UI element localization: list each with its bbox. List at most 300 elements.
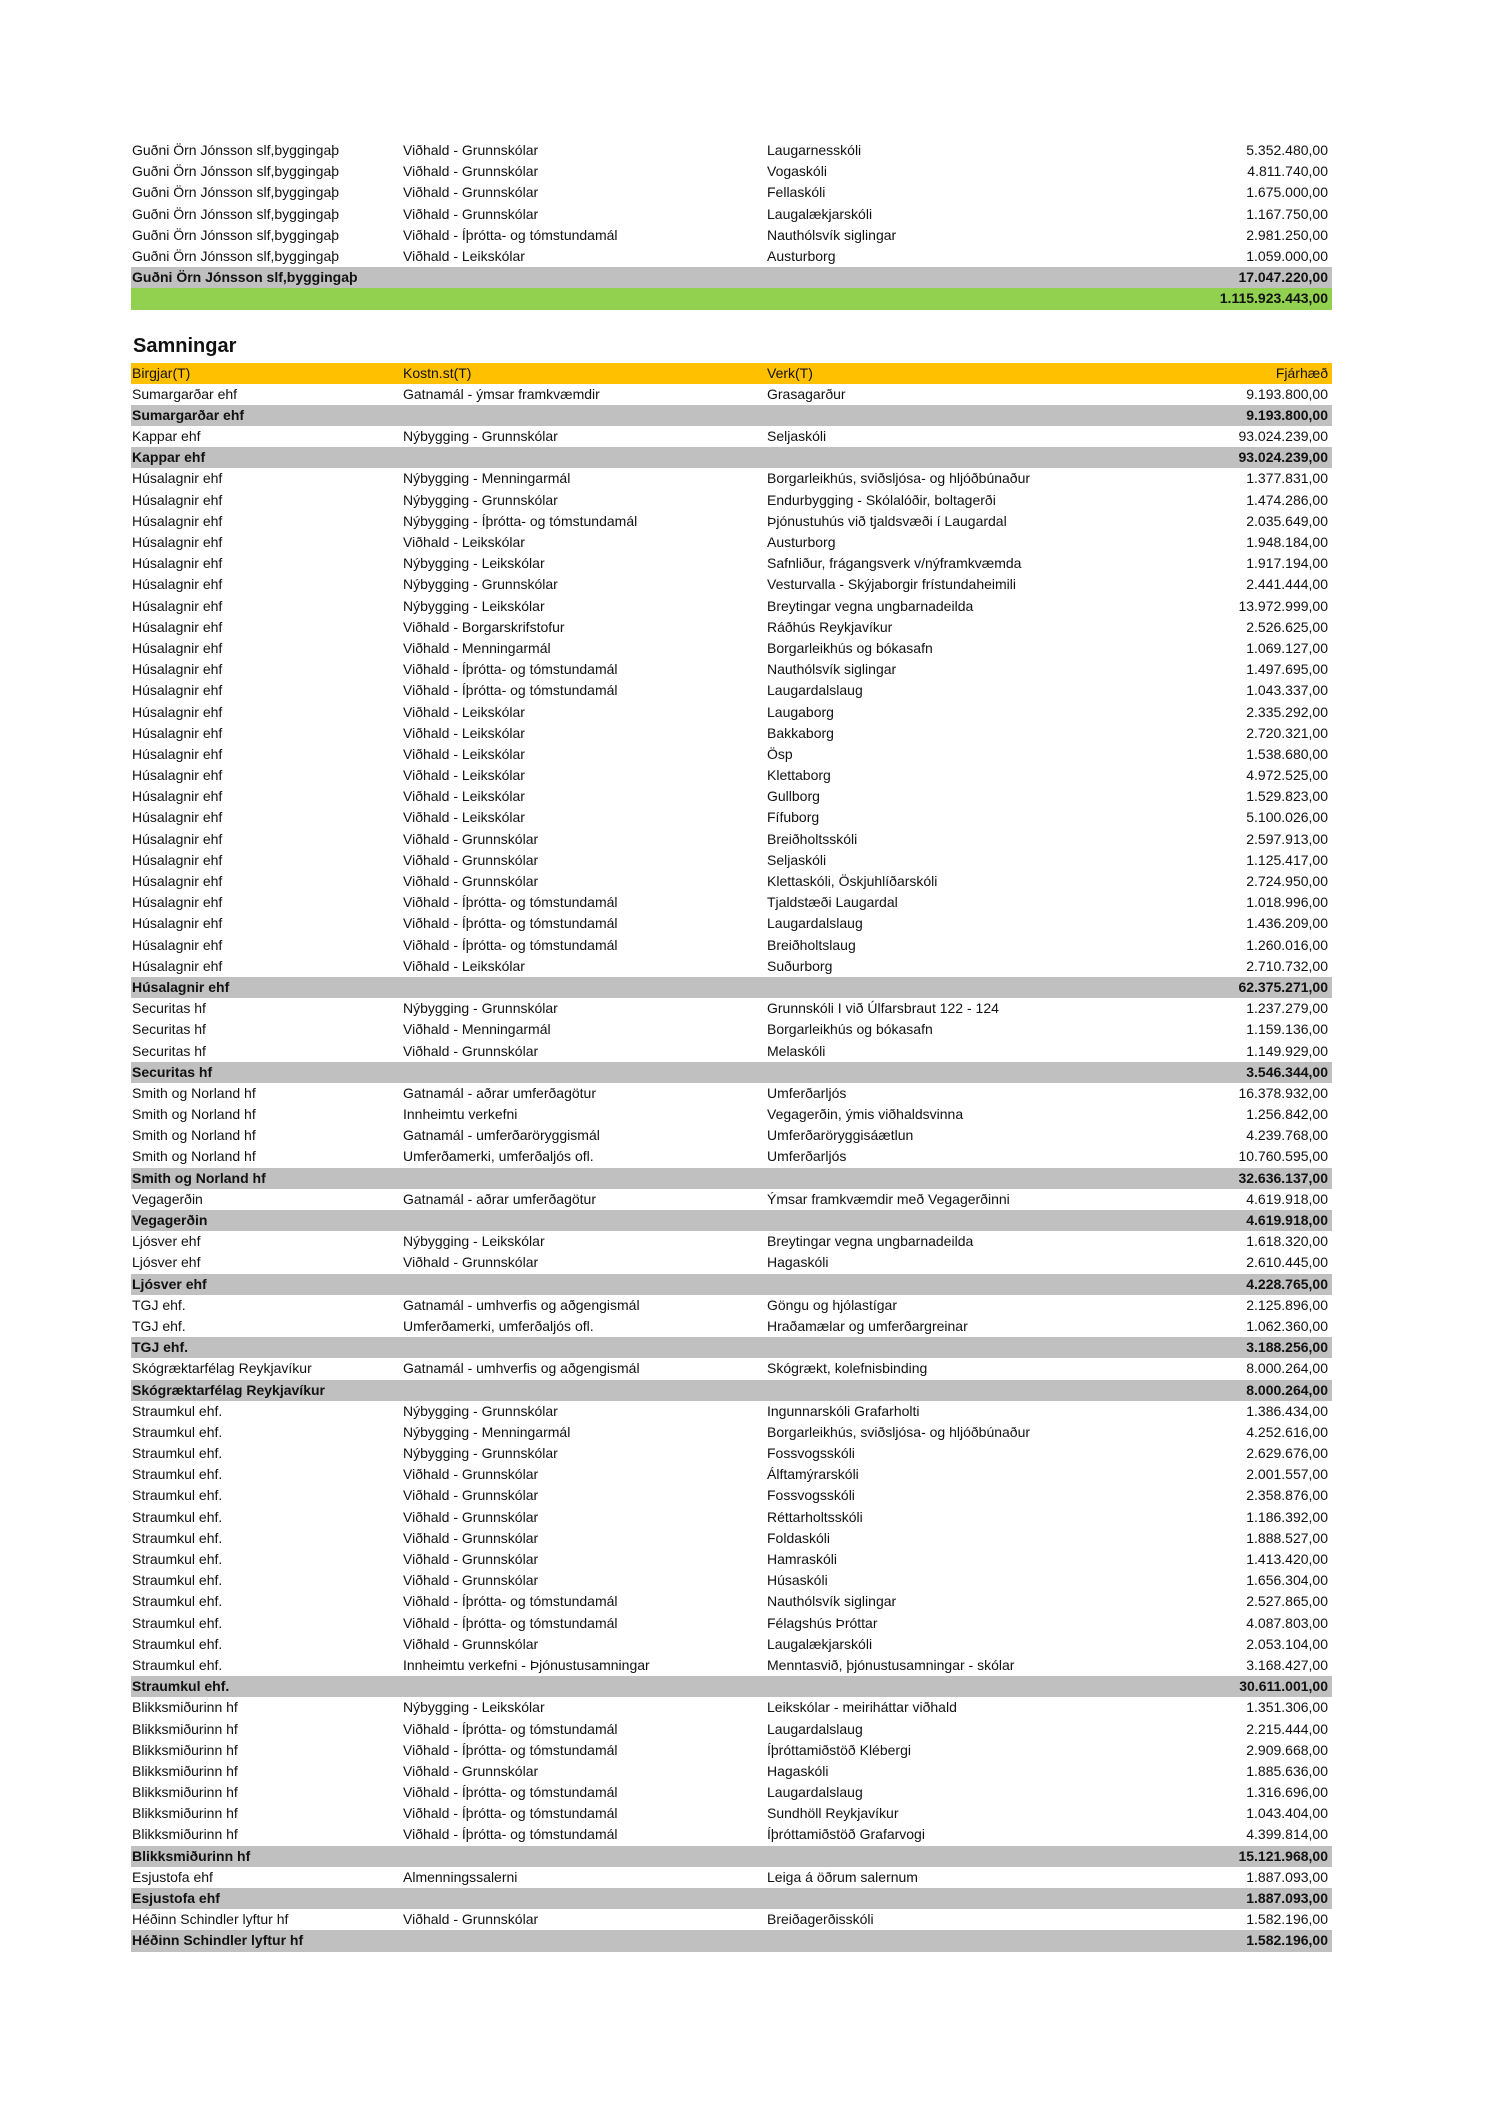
cell-cost-center: [403, 1888, 767, 1909]
table-row: [131, 659, 1332, 680]
cell-cost-center: [403, 1210, 767, 1231]
cell-project: Breiðagerðisskóli: [767, 1911, 874, 1928]
cell-supplier: Straumkul ehf.: [132, 1445, 223, 1462]
cell-supplier: Húsalagnir ehf: [132, 957, 223, 974]
cell-amount: 1.316.696,00: [1246, 1784, 1328, 1801]
cell-supplier: Guðni Örn Jónsson slf,byggingaþ: [132, 226, 340, 243]
cell-cost-center: Nýbygging - Grunnskólar: [403, 576, 558, 593]
cell-cost-center: Viðhald - Íþrótta- og tómstundamál: [403, 1805, 618, 1822]
cell-project: Grasagarður: [767, 385, 846, 402]
cell-cost-center: Viðhald - Leikskólar: [403, 788, 525, 805]
table-row: [131, 1591, 1332, 1612]
table-row: [131, 935, 1332, 956]
cell-amount: 1.125.417,00: [1246, 851, 1328, 868]
cell-supplier: Kappar ehf: [132, 428, 201, 445]
subtotal-row: [131, 1274, 1332, 1295]
cell-project: [767, 977, 1127, 998]
cell-cost-center: Nýbygging - Leikskólar: [403, 555, 545, 572]
cell-project: Bakkaborg: [767, 724, 834, 741]
cell-cost-center: Nýbygging - Leikskólar: [403, 1233, 545, 1250]
cell-cost-center: Viðhald - Leikskólar: [403, 767, 525, 784]
cell-amount: 1.237.279,00: [1246, 1000, 1328, 1017]
cell-amount: 4.619.918,00: [1246, 1190, 1328, 1207]
cell-project: Hraðamælar og umferðargreinar: [767, 1317, 968, 1334]
cell-cost-center: Gatnamál - ýmsar framkvæmdir: [403, 385, 600, 402]
cell-supplier: Húsalagnir ehf: [132, 936, 223, 953]
cell-cost-center: Gatnamál - umhverfis og aðgengismál: [403, 1360, 640, 1377]
cell-project: [767, 267, 1127, 288]
cell-amount: 1.618.320,00: [1246, 1233, 1328, 1250]
contracts-table: [131, 384, 1332, 1952]
cell-cost-center: [403, 1062, 767, 1083]
cell-amount: 2.335.292,00: [1246, 703, 1328, 720]
cell-amount: 2.035.649,00: [1246, 512, 1328, 529]
cell-cost-center: Viðhald - Íþrótta- og tómstundamál: [403, 1741, 618, 1758]
cell-amount: 4.239.768,00: [1246, 1127, 1328, 1144]
table-row: [131, 1104, 1332, 1125]
cell-amount: 1.186.392,00: [1246, 1508, 1328, 1525]
cell-amount: 1.149.929,00: [1246, 1042, 1328, 1059]
cell-project: Vesturvalla - Skýjaborgir frístundaheimili: [767, 576, 1016, 593]
table-row: [131, 1316, 1332, 1337]
cell-project: [767, 1337, 1127, 1358]
cell-amount: 1.059.000,00: [1246, 247, 1328, 264]
subtotal-row: [131, 1210, 1332, 1231]
cell-cost-center: Viðhald - Leikskólar: [403, 745, 525, 762]
cell-supplier: Smith og Norland hf: [132, 1106, 256, 1123]
cell-supplier: Húsalagnir ehf: [132, 491, 223, 508]
cell-supplier: Securitas hf: [132, 1042, 206, 1059]
cell-cost-center: Viðhald - Grunnskólar: [403, 1635, 539, 1652]
cell-amount: 2.358.876,00: [1246, 1487, 1328, 1504]
cell-project: Húsaskóli: [767, 1572, 828, 1589]
section-title: Samningar: [133, 334, 237, 357]
subtotal-row: [131, 447, 1332, 468]
table-row: [131, 384, 1332, 405]
cell-amount: 2.981.250,00: [1246, 226, 1328, 243]
cell-cost-center: Viðhald - Grunnskólar: [403, 142, 539, 158]
cell-project: Melaskóli: [767, 1042, 826, 1059]
table-row: [131, 829, 1332, 850]
cell-supplier: Húsalagnir ehf: [132, 915, 223, 932]
subtotal-row: [131, 1888, 1332, 1909]
cell-supplier: Húsalagnir ehf: [132, 767, 223, 784]
table-row: [131, 204, 1332, 225]
table-row: [131, 1443, 1332, 1464]
table-row: [131, 532, 1332, 553]
cell-amount: 1.474.286,00: [1246, 491, 1328, 508]
cell-amount: 1.062.360,00: [1246, 1317, 1328, 1334]
cell-cost-center: Nýbygging - Leikskólar: [403, 1699, 545, 1716]
cell-project: Tjaldstæði Laugardal: [767, 894, 898, 911]
cell-cost-center: Viðhald - Íþrótta- og tómstundamál: [403, 226, 618, 243]
cell-project: Ösp: [767, 745, 793, 762]
cell-amount: 93.024.239,00: [1238, 449, 1328, 466]
cell-project: Ráðhús Reykjavíkur: [767, 618, 893, 635]
cell-cost-center: Viðhald - Grunnskólar: [403, 830, 539, 847]
cell-cost-center: Viðhald - Leikskólar: [403, 534, 525, 550]
cell-amount: 1.043.404,00: [1246, 1805, 1328, 1822]
cell-project: Grunnskóli I við Úlfarsbraut 122 - 124: [767, 1000, 999, 1017]
cell-cost-center: Viðhald - Grunnskólar: [403, 1762, 539, 1779]
cell-project: Austurborg: [767, 247, 836, 264]
subtotal-row: [131, 267, 1332, 288]
cell-project: Hamraskóli: [767, 1551, 838, 1567]
cell-project: [767, 1062, 1127, 1083]
cell-cost-center: Nýbygging - Grunnskólar: [403, 491, 558, 508]
cell-supplier: Blikksmiðurinn hf: [132, 1762, 238, 1779]
cell-supplier: Straumkul ehf.: [132, 1656, 223, 1673]
cell-project: Nauthólsvík siglingar: [767, 226, 897, 243]
cell-cost-center: Gatnamál - umferðaröryggismál: [403, 1127, 600, 1144]
cell-amount: 5.100.026,00: [1246, 809, 1328, 826]
cell-cost-center: [403, 1274, 767, 1295]
cell-supplier: Húsalagnir ehf: [132, 470, 223, 487]
cell-supplier: TGJ ehf.: [132, 1317, 186, 1334]
cell-supplier: Húsalagnir ehf: [132, 745, 223, 762]
cell-cost-center: Viðhald - Leikskólar: [403, 724, 525, 741]
cell-cost-center: Viðhald - Íþrótta- og tómstundamál: [403, 682, 618, 699]
cell-project: Félagshús Þróttar: [767, 1614, 878, 1631]
cell-project: Hagaskóli: [767, 1254, 829, 1271]
cell-amount: 1.260.016,00: [1246, 936, 1328, 953]
cell-amount: 1.538.680,00: [1246, 745, 1328, 762]
cell-project: Borgarleikhús og bókasafn: [767, 1021, 933, 1038]
cell-cost-center: Innheimtu verkefni - Þjónustusamningar: [403, 1656, 650, 1673]
cell-amount: 10.760.595,00: [1238, 1148, 1328, 1165]
cell-supplier: Straumkul ehf.: [132, 1529, 223, 1546]
cell-amount: 1.256.842,00: [1246, 1106, 1328, 1123]
table-row: [131, 1019, 1332, 1040]
subtotal-row: [131, 405, 1332, 426]
cell-amount: 2.629.676,00: [1246, 1445, 1328, 1462]
cell-amount: 2.610.445,00: [1246, 1254, 1328, 1271]
cell-cost-center: [403, 405, 767, 426]
cell-supplier: Blikksmiðurinn hf: [132, 1699, 238, 1716]
cell-supplier: Straumkul ehf.: [132, 1487, 223, 1504]
table-row: [131, 1570, 1332, 1591]
cell-project: [767, 447, 1127, 468]
cell-supplier: Ljósver ehf: [132, 1275, 207, 1292]
cell-supplier: TGJ ehf.: [132, 1339, 189, 1356]
cell-project: [767, 1888, 1127, 1909]
cell-supplier: Straumkul ehf.: [132, 1678, 230, 1695]
cell-supplier: Straumkul ehf.: [132, 1551, 223, 1567]
cell-cost-center: [403, 1168, 767, 1189]
table-row: [131, 1146, 1332, 1167]
subtotal-row: [131, 1062, 1332, 1083]
cell-amount: 16.378.932,00: [1238, 1084, 1328, 1101]
cell-cost-center: Umferðamerki, umferðaljós ofl.: [403, 1317, 594, 1334]
table-header-row: [131, 363, 1332, 384]
cell-amount: 1.497.695,00: [1246, 661, 1328, 678]
cell-amount: 4.399.814,00: [1246, 1826, 1328, 1843]
cell-cost-center: Nýbygging - Íþrótta- og tómstundamál: [403, 512, 638, 529]
cell-project: Menntasvið, þjónustusamningar - skólar: [767, 1656, 1015, 1673]
cell-amount: 2.710.732,00: [1246, 957, 1328, 974]
cell-cost-center: [403, 977, 767, 998]
cell-amount: 1.377.831,00: [1246, 470, 1328, 487]
cell-cost-center: Viðhald - Grunnskólar: [403, 1466, 539, 1483]
cell-supplier: Smith og Norland hf: [132, 1127, 256, 1144]
cell-supplier: Húsalagnir ehf: [132, 576, 223, 593]
cell-supplier: Húsalagnir ehf: [132, 724, 223, 741]
cell-amount: 2.597.913,00: [1246, 830, 1328, 847]
cell-supplier: Blikksmiðurinn hf: [132, 1826, 238, 1843]
cell-supplier: Skógræktarfélag Reykjavíkur: [132, 1381, 325, 1398]
cell-amount: 3.168.427,00: [1246, 1656, 1328, 1673]
cell-cost-center: Nýbygging - Grunnskólar: [403, 1402, 558, 1419]
cell-cost-center: Viðhald - Grunnskólar: [403, 1911, 539, 1928]
table-row: [131, 553, 1332, 574]
cell-amount: 2.909.668,00: [1246, 1741, 1328, 1758]
cell-cost-center: Gatnamál - umhverfis og aðgengismál: [403, 1296, 640, 1313]
table-row: [131, 744, 1332, 765]
cell-amount: 1.115.923.443,00: [1219, 290, 1328, 307]
cell-amount: 3.188.256,00: [1246, 1339, 1328, 1356]
cell-project: Laugalækjarskóli: [767, 205, 873, 222]
subtotal-row: [131, 977, 1332, 998]
cell-project: Vegagerðin, ýmis viðhaldsvinna: [767, 1106, 964, 1123]
cell-amount: 8.000.264,00: [1246, 1381, 1328, 1398]
cell-cost-center: Nýbygging - Grunnskólar: [403, 1445, 558, 1462]
cell-cost-center: Viðhald - Grunnskólar: [403, 163, 539, 180]
cell-amount: 32.636.137,00: [1238, 1169, 1328, 1186]
cell-supplier: Húsalagnir ehf: [132, 597, 223, 614]
cell-cost-center: Innheimtu verkefni: [403, 1106, 518, 1123]
cell-supplier: Guðni Örn Jónsson slf,byggingaþ: [132, 142, 340, 158]
cell-project: Nauthólsvík siglingar: [767, 1593, 897, 1610]
subtotal-row: [131, 1168, 1332, 1189]
cell-project: Leikskólar - meiriháttar viðhald: [767, 1699, 957, 1716]
cell-project: Foldaskóli: [767, 1529, 831, 1546]
cell-cost-center: Viðhald - Leikskólar: [403, 247, 525, 264]
cell-cost-center: Viðhald - Grunnskólar: [403, 1572, 539, 1589]
cell-cost-center: Gatnamál - aðrar umferðagötur: [403, 1084, 596, 1101]
table-row: [131, 511, 1332, 532]
table-row: [131, 1189, 1332, 1210]
cell-supplier: Guðni Örn Jónsson slf,byggingaþ: [132, 163, 340, 180]
cell-amount: 1.159.136,00: [1246, 1021, 1328, 1038]
cell-cost-center: Viðhald - Leikskólar: [403, 703, 525, 720]
cell-amount: 1.887.093,00: [1246, 1868, 1328, 1885]
subtotal-row: [131, 1676, 1332, 1697]
table-row: [131, 892, 1332, 913]
cell-amount: 5.352.480,00: [1246, 142, 1328, 158]
cell-amount: 8.000.264,00: [1246, 1360, 1328, 1377]
cell-supplier: TGJ ehf.: [132, 1296, 186, 1313]
cell-cost-center: [403, 1676, 767, 1697]
cell-project: Borgarleikhús, sviðsljósa- og hljóðbúnaður: [767, 1423, 1031, 1440]
table-row: [131, 426, 1332, 447]
cell-supplier: Húsalagnir ehf: [132, 618, 223, 635]
table-row: [131, 680, 1332, 701]
cell-project: Umferðarljós: [767, 1148, 847, 1165]
cell-supplier: Blikksmiðurinn hf: [132, 1805, 238, 1822]
table-row: [131, 1909, 1332, 1930]
table-row: [131, 1464, 1332, 1485]
table-row: [131, 468, 1332, 489]
subtotal-row: [131, 1930, 1332, 1951]
cell-amount: 4.619.918,00: [1246, 1212, 1328, 1228]
cell-supplier: Straumkul ehf.: [132, 1593, 223, 1610]
cell-supplier: Esjustofa ehf: [132, 1868, 213, 1885]
cell-supplier: Húsalagnir ehf: [132, 639, 223, 656]
cell-cost-center: Viðhald - Íþrótta- og tómstundamál: [403, 1614, 618, 1631]
cell-amount: 4.252.616,00: [1246, 1423, 1328, 1440]
cell-cost-center: Viðhald - Grunnskólar: [403, 1487, 539, 1504]
cell-project: Suðurborg: [767, 957, 833, 974]
cell-cost-center: Gatnamál - aðrar umferðagötur: [403, 1190, 596, 1207]
cell-supplier: Ljósver ehf: [132, 1254, 201, 1271]
cell-supplier: Esjustofa ehf: [132, 1890, 220, 1906]
cell-supplier: Blikksmiðurinn hf: [132, 1847, 251, 1864]
cell-project: Vogaskóli: [767, 163, 827, 180]
cell-cost-center: [403, 1930, 767, 1951]
table-row: [131, 161, 1332, 182]
cell-project: Sundhöll Reykjavíkur: [767, 1805, 899, 1822]
cell-amount: 17.047.220,00: [1238, 269, 1328, 286]
cell-supplier: Securitas hf: [132, 1021, 206, 1038]
subtotal-row: [131, 1337, 1332, 1358]
table-row: [131, 850, 1332, 871]
cell-project: Laugardalslaug: [767, 915, 863, 932]
cell-supplier: Húsalagnir ehf: [132, 555, 223, 572]
cell-project: Laugarnesskóli: [767, 142, 862, 158]
cell-amount: 1.582.196,00: [1246, 1932, 1328, 1949]
cell-amount: 1.948.184,00: [1246, 534, 1328, 550]
cell-amount: 1.582.196,00: [1246, 1911, 1328, 1928]
header-amount: Fjárhæð: [1275, 364, 1328, 381]
cell-supplier: Blikksmiðurinn hf: [132, 1784, 238, 1801]
cell-cost-center: Viðhald - Íþrótta- og tómstundamál: [403, 1784, 618, 1801]
cell-supplier: Ljósver ehf: [132, 1233, 201, 1250]
header-cost-center: Kostn.st(T): [403, 364, 472, 381]
cell-supplier: Guðni Örn Jónsson slf,byggingaþ: [132, 269, 358, 286]
cell-supplier: Skógræktarfélag Reykjavíkur: [132, 1360, 312, 1377]
cell-cost-center: Nýbygging - Menningarmál: [403, 1423, 571, 1440]
table-row: [131, 1549, 1332, 1570]
cell-amount: 9.193.800,00: [1246, 385, 1328, 402]
cell-amount: 1.887.093,00: [1246, 1890, 1328, 1906]
table-row: [131, 1761, 1332, 1782]
table-row: [131, 1485, 1332, 1506]
cell-supplier: Húsalagnir ehf: [132, 682, 223, 699]
cell-cost-center: Viðhald - Grunnskólar: [403, 851, 539, 868]
cell-supplier: Smith og Norland hf: [132, 1148, 256, 1165]
cell-amount: 2.125.896,00: [1246, 1296, 1328, 1313]
table-row: [131, 140, 1332, 161]
cell-supplier: Héðinn Schindler lyftur hf: [132, 1911, 289, 1928]
table-row: [131, 1803, 1332, 1824]
cell-amount: 1.885.636,00: [1246, 1762, 1328, 1779]
cell-cost-center: Viðhald - Grunnskólar: [403, 1254, 539, 1271]
cell-supplier: Húsalagnir ehf: [132, 788, 223, 805]
table-row: [131, 913, 1332, 934]
table-row: [131, 1697, 1332, 1718]
cell-project: Hagaskóli: [767, 1762, 829, 1779]
table-row: [131, 596, 1332, 617]
cell-supplier: Smith og Norland hf: [132, 1169, 266, 1186]
table-row: [131, 1083, 1332, 1104]
cell-supplier: Guðni Örn Jónsson slf,byggingaþ: [132, 205, 340, 222]
table-row: [131, 1824, 1332, 1845]
cell-supplier: Guðni Örn Jónsson slf,byggingaþ: [132, 247, 340, 264]
table-row: [131, 574, 1332, 595]
previous-section-table: [131, 140, 1332, 310]
cell-project: Breiðholtsskóli: [767, 830, 858, 847]
cell-project: [767, 1168, 1127, 1189]
cell-amount: 15.121.968,00: [1238, 1847, 1328, 1864]
cell-amount: 1.167.750,00: [1246, 205, 1328, 222]
cell-project: Umferðaröryggisáætlun: [767, 1127, 914, 1144]
cell-supplier: Straumkul ehf.: [132, 1423, 223, 1440]
cell-supplier: Héðinn Schindler lyftur hf: [132, 1932, 304, 1949]
table-row: [131, 702, 1332, 723]
subtotal-row: [131, 1380, 1332, 1401]
cell-project: Íþróttamiðstöð Klébergi: [767, 1741, 911, 1758]
cell-amount: 2.441.444,00: [1246, 576, 1328, 593]
cell-cost-center: Almenningssalerni: [403, 1868, 518, 1885]
cell-amount: 2.215.444,00: [1246, 1720, 1328, 1737]
cell-supplier: Straumkul ehf.: [132, 1508, 223, 1525]
table-row: [131, 225, 1332, 246]
cell-project: Seljaskóli: [767, 851, 827, 868]
subtotal-row: [131, 1846, 1332, 1867]
cell-supplier: Húsalagnir ehf: [132, 512, 223, 529]
cell-amount: 4.087.803,00: [1246, 1614, 1328, 1631]
header-project: Verk(T): [767, 364, 813, 381]
cell-supplier: Smith og Norland hf: [132, 1084, 256, 1101]
cell-project: Laugardalslaug: [767, 1784, 863, 1801]
cell-project: Klettaborg: [767, 767, 831, 784]
table-row: [131, 490, 1332, 511]
cell-project: [767, 1930, 1127, 1951]
cell-project: Safnliður, frágangsverk v/nýframkvæmda: [767, 555, 1022, 572]
cell-amount: 30.611.001,00: [1239, 1678, 1328, 1695]
cell-project: Laugalækjarskóli: [767, 1635, 873, 1652]
cell-project: Leiga á öðrum salernum: [767, 1868, 918, 1885]
cell-amount: 2.053.104,00: [1246, 1635, 1328, 1652]
cell-supplier: Húsalagnir ehf: [132, 978, 230, 995]
cell-amount: 93.024.239,00: [1238, 428, 1328, 445]
cell-project: Klettaskóli, Öskjuhlíðarskóli: [767, 873, 938, 889]
table-row: [131, 246, 1332, 267]
cell-cost-center: Viðhald - Menningarmál: [403, 639, 551, 656]
cell-project: Skógrækt, kolefnisbinding: [767, 1360, 928, 1377]
cell-project: Ingunnarskóli Grafarholti: [767, 1402, 920, 1419]
cell-project: Gullborg: [767, 788, 820, 805]
cell-supplier: Húsalagnir ehf: [132, 809, 223, 826]
cell-project: Borgarleikhús og bókasafn: [767, 639, 933, 656]
cell-cost-center: Viðhald - Menningarmál: [403, 1021, 551, 1038]
table-row: [131, 182, 1332, 203]
cell-amount: 1.413.420,00: [1246, 1551, 1328, 1567]
cell-project: [767, 1380, 1127, 1401]
cell-supplier: Húsalagnir ehf: [132, 703, 223, 720]
cell-cost-center: Viðhald - Grunnskólar: [403, 1042, 539, 1059]
cell-cost-center: Viðhald - Grunnskólar: [403, 1551, 539, 1567]
table-row: [131, 1867, 1332, 1888]
cell-project: [767, 1210, 1127, 1231]
cell-cost-center: Viðhald - Leikskólar: [403, 809, 525, 826]
cell-project: Þjónustuhús við tjaldsvæði í Laugardal: [767, 512, 1007, 529]
cell-cost-center: Viðhald - Íþrótta- og tómstundamál: [403, 915, 618, 932]
cell-project: Laugardalslaug: [767, 682, 863, 699]
cell-cost-center: [403, 1380, 767, 1401]
cell-cost-center: Viðhald - Íþrótta- og tómstundamál: [403, 1826, 618, 1843]
cell-cost-center: Viðhald - Grunnskólar: [403, 1529, 539, 1546]
